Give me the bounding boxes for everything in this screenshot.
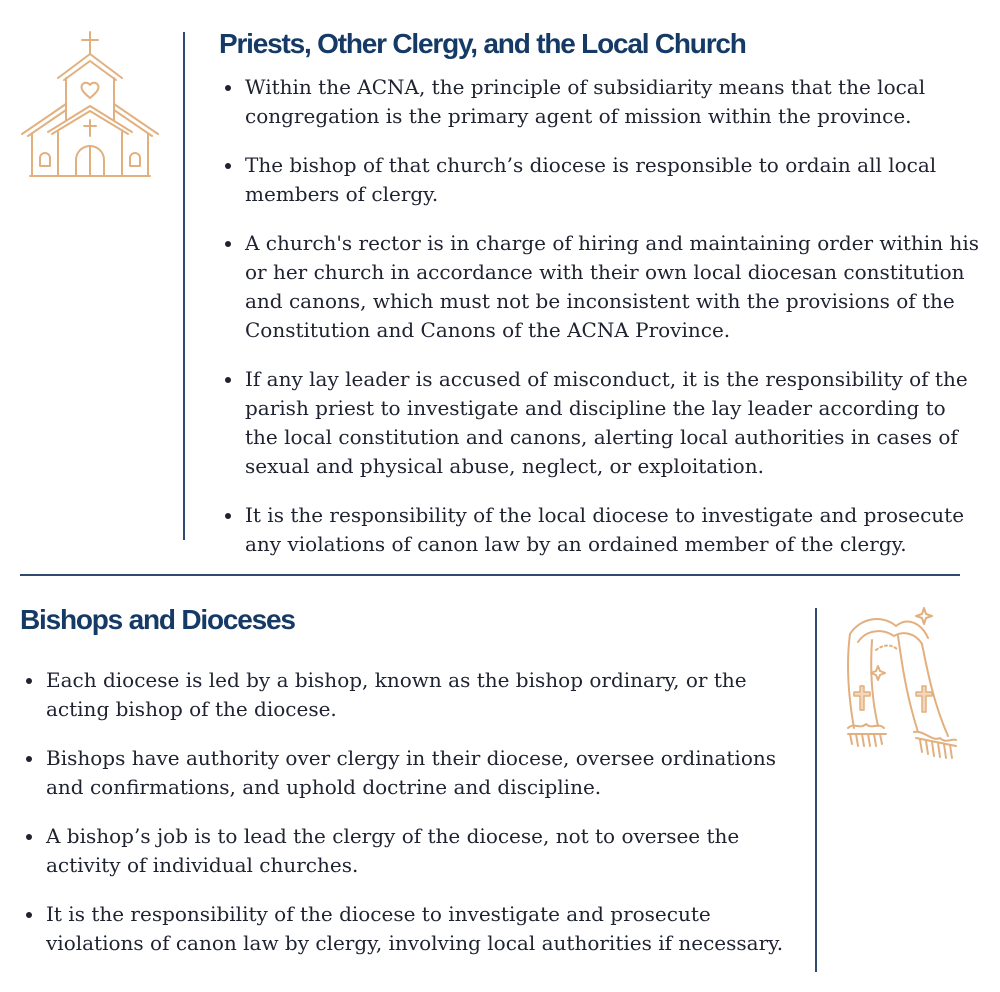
list-item: Within the ACNA, the principle of subsidiarity means that the local congregation is the primary agent of mission within the province.	[219, 73, 979, 131]
section-divider-vertical-bottom	[815, 608, 817, 972]
list-item: If any lay leader is accused of misconduct, it is the responsibility of the parish priest to investigate and discipline the lay leader according to the local constitution and canons, alerting local authorities in cases of sexual and physical abuse, neglect, or exploitation.	[219, 365, 979, 481]
church-icon	[18, 28, 163, 183]
list-item: It is the responsibility of the local diocese to investigate and prosecute any violations of canon law by an ordained member of the clergy.	[219, 501, 979, 559]
bishops-bullet-list	[20, 666, 800, 978]
list-item: The bishop of that church’s diocese is responsible to ordain all local members of clergy.	[219, 151, 979, 209]
section-divider-horizontal	[20, 574, 960, 576]
section-title-bishops: Bishops and Dioceses	[20, 604, 295, 635]
list-item: A bishop’s job is to lead the clergy of the diocese, not to oversee the activity of individual churches.	[20, 822, 800, 880]
section-title-clergy: Priests, Other Clergy, and the Local Church	[219, 28, 746, 59]
clergy-bullet-list	[219, 73, 979, 579]
list-item: A church's rector is in charge of hiring and maintaining order within his or her church in accordance with their own local diocesan constitution and canons, which must not be inconsistent with the provisions of the Constitution and Canons of the ACNA Province.	[219, 229, 979, 345]
section-divider-vertical-top	[183, 32, 185, 540]
stole-icon	[836, 604, 988, 766]
list-item: Each diocese is led by a bishop, known as the bishop ordinary, or the acting bishop of the diocese.	[20, 666, 800, 724]
list-item: Bishops have authority over clergy in their diocese, oversee ordinations and confirmations, and uphold doctrine and discipline.	[20, 744, 800, 802]
list-item: It is the responsibility of the diocese to investigate and prosecute violations of canon law by clergy, involving local authorities if necessary.	[20, 900, 800, 958]
